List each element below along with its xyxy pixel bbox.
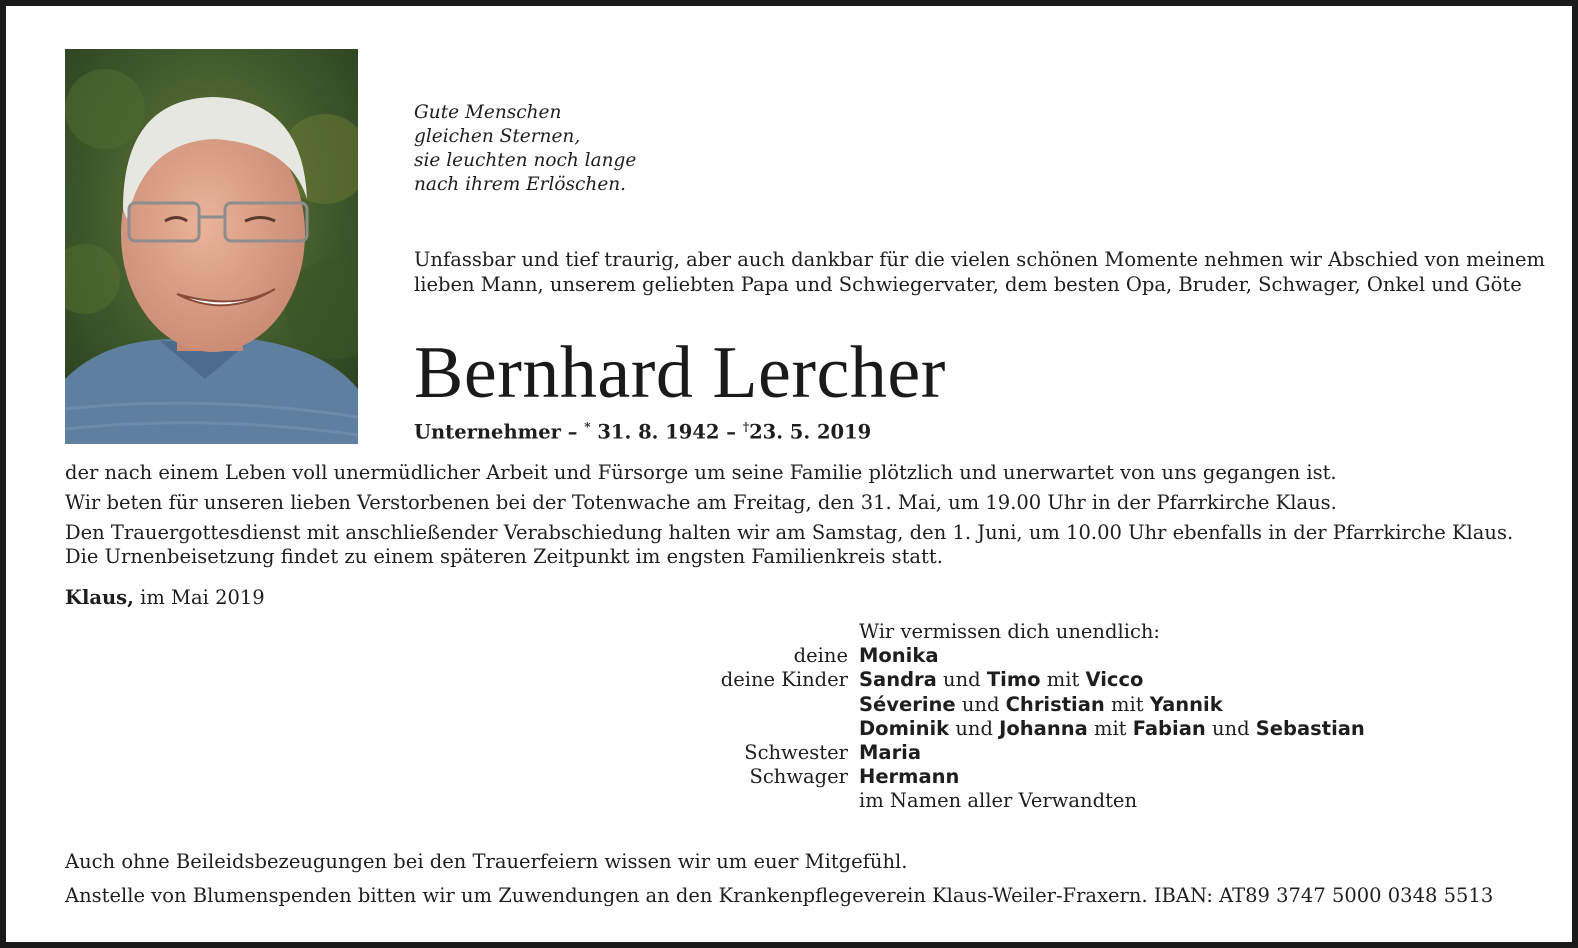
family-connector: und [936, 668, 987, 692]
family-intro-row [606, 620, 1365, 644]
place-date [65, 586, 265, 609]
family-member-name: Maria [859, 741, 922, 765]
body-text [65, 461, 1513, 569]
family-members [859, 668, 1143, 692]
quote-line: gleichen Sternen, [414, 126, 581, 147]
family-connector: im Namen aller Verwandten [859, 789, 1138, 813]
family-members [859, 765, 959, 789]
family-members [859, 644, 939, 668]
body-line: der nach einem Leben voll unermüdlicher Arbeit und Fürsorge um seine Familie plötzlich und unerwartet von uns gegangen ist. [65, 461, 1337, 484]
death-symbol: † [742, 420, 750, 434]
family-relation-label: Schwester [744, 741, 848, 765]
footer-text [65, 845, 1493, 913]
family-member-name: Vicco [1085, 668, 1144, 692]
family-intro: Wir vermissen dich unendlich: [859, 620, 1160, 643]
family-row [606, 693, 1365, 717]
family-relation-label [606, 789, 859, 813]
family-members [859, 717, 1365, 741]
family-relation-label: deine Kinder [720, 668, 848, 692]
family-members [859, 741, 921, 765]
family-row [606, 789, 1365, 813]
family-row [606, 741, 1365, 765]
intro-line: Unfassbar und tief traurig, aber auch dankbar für die vielen schönen Momente nehmen wir Abschied von meinem [414, 248, 1546, 271]
family-connector: mit [1040, 668, 1086, 692]
family-member-name: Fabian [1132, 716, 1206, 740]
body-line: Die Urnenbeisetzung findet zu einem späteren Zeitpunkt im engsten Familienkreis statt. [65, 545, 943, 568]
footer-line: Auch ohne Beileidsbezeugungen bei den Trauerfeiern wissen wir um euer Mitgefühl. [65, 850, 908, 873]
intro-line: lieben Mann, unserem geliebten Papa und Schwiegervater, dem besten Opa, Bruder, Schwager, Onkel und Göte [414, 273, 1522, 296]
body-line: Wir beten für unseren lieben Verstorbenen bei der Totenwache am Freitag, den 31. Mai, um 19.00 Uhr in der Pfarrkirche Klaus. [65, 491, 1337, 514]
place-date-text: im Mai 2019 [133, 586, 265, 609]
life-dates [414, 420, 871, 444]
family-member-name: Séverine [859, 692, 956, 716]
family-row [606, 765, 1365, 789]
family-member-name: Sandra [859, 668, 937, 692]
family-member-name: Dominik [859, 716, 950, 740]
family-relation-label: Schwager [749, 765, 848, 789]
separator: – [560, 420, 585, 444]
family-row [606, 717, 1365, 741]
family-member-name: Monika [859, 644, 939, 668]
quote-line: nach ihrem Erlöschen. [414, 174, 627, 195]
portrait-photo [65, 49, 358, 444]
place-town: Klaus, [65, 586, 134, 609]
family-row [606, 668, 1365, 692]
family-relation-label: deine [793, 644, 848, 668]
family-connector: mit [1104, 692, 1150, 716]
family-list [606, 620, 1365, 814]
separator: – [719, 420, 743, 444]
family-member-name: Sebastian [1255, 716, 1365, 740]
birth-symbol: * [584, 420, 591, 434]
quote-line: sie leuchten noch lange [414, 150, 637, 171]
footer-line-donation: Anstelle von Blumenspenden bitten wir um Zuwendungen an den Krankenpflegeverein Klaus-Weiler-Fraxern. IBAN: AT89 3747 5000 0348 5513 [65, 884, 1494, 907]
family-member-name: Yannik [1149, 692, 1223, 716]
deceased-name: Bernhard Lercher [414, 332, 946, 414]
family-row [606, 644, 1365, 668]
family-member-name: Timo [986, 668, 1041, 692]
family-relation-label [606, 717, 859, 741]
family-member-name: Johanna [999, 716, 1088, 740]
family-connector: und [955, 692, 1006, 716]
birth-date: 31. 8. 1942 [590, 420, 720, 444]
intro-text [414, 247, 1545, 297]
family-members [859, 693, 1223, 717]
family-connector: und [1205, 716, 1256, 740]
death-date: 23. 5. 2019 [749, 420, 872, 444]
family-relation-label [606, 693, 859, 717]
family-connector: mit [1087, 716, 1133, 740]
family-member-name: Hermann [859, 765, 960, 789]
family-connector: und [949, 716, 1000, 740]
quote-line: Gute Menschen [414, 102, 562, 123]
quote-verse [414, 101, 636, 197]
profession: Unternehmer [414, 420, 561, 444]
family-members [859, 789, 1137, 813]
body-line: Den Trauergottesdienst mit anschließender Verabschiedung halten wir am Samstag, den 1. Juni, um 10.00 Uhr ebenfalls in der Pfarrkirche Klaus. [65, 521, 1514, 544]
family-member-name: Christian [1005, 692, 1105, 716]
